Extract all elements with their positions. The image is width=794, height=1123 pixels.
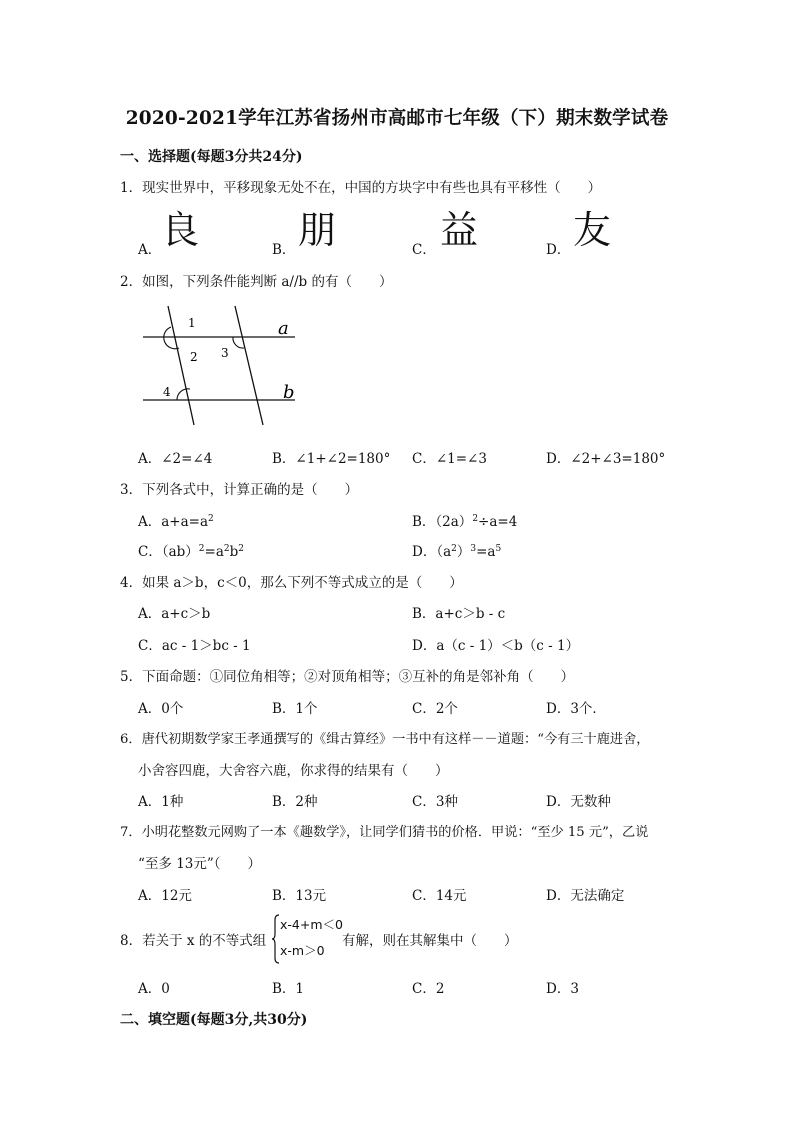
q8-option-a: A．0 (138, 981, 170, 997)
q5-option-d: D．3个． (546, 701, 606, 717)
question-6-stem-line2: 小舍容四鹿，大舍容六鹿，你求得的结果有（ ） (138, 763, 449, 779)
parallel-lines-figure (140, 300, 305, 430)
q1-option-c-char: 益 (440, 208, 479, 252)
angle-4-label: 4 (163, 385, 171, 399)
section-fill-heading: 二、填空题(每题3分,共30分) (120, 1012, 308, 1028)
q5-option-c: C．2个 (412, 701, 458, 717)
question-8-stem-pre: 8．若关于 x 的不等式组 (120, 933, 267, 949)
q4-option-a: A．a+c＞b (138, 606, 211, 622)
q5-option-a: A．0个 (138, 701, 184, 717)
angle-1-label: 1 (188, 316, 196, 330)
q7-option-c: C．14元 (412, 888, 467, 904)
q7-option-b: B．13元 (272, 888, 327, 904)
q2-option-d: D．∠2+∠3=180° (546, 451, 666, 467)
brace-icon (272, 914, 280, 964)
question-4-stem: 4．如果 a＞b，c＜0，那么下列不等式成立的是（ ） (120, 575, 463, 591)
line-b-label: b (283, 382, 295, 403)
q4-option-d: D．a（c - 1）＜b（c - 1） (412, 638, 580, 654)
page-title: 2020-2021学年江苏省扬州市高邮市七年级（下）期末数学试卷 (125, 108, 669, 129)
q6-option-d: D．无数种 (546, 794, 611, 810)
q1-option-a-char: 良 (161, 208, 200, 252)
q7-option-d: D．无法确定 (546, 888, 625, 904)
q3-option-b: B．$(2a)^2\div a=4$ (412, 514, 518, 530)
section-choice-heading: 一、选择题(每题3分共24分) (120, 149, 303, 165)
inequality-system (272, 914, 352, 964)
question-3-stem: 3．下列各式中，计算正确的是（ ） (120, 482, 359, 498)
inequality-line-1: x-4+m＜0 (280, 917, 343, 932)
question-6-stem-line1: 6．唐代初期数学家王孝通撰写的《缉古算经》一书中有这样－－道题：“今有三十鹿进舍， (120, 732, 650, 747)
angle-3-label: 3 (221, 346, 229, 360)
q8-option-c: C．2 (412, 981, 445, 997)
question-7-stem-line1: 7．小明花整数元网购了一本《趣数学》，让同学们猜书的价格．甲说：“至少 15 元”，乙说 (120, 825, 649, 840)
q8-option-d: D．3 (546, 981, 579, 997)
q3-option-c: C．$(ab)^2=a^2b^2$ (138, 544, 245, 560)
q4-option-c: C．ac - 1＞bc - 1 (138, 638, 251, 654)
q7-option-a: A．12元 (138, 888, 192, 904)
inequality-line-2: x-m＞0 (280, 943, 325, 958)
question-2-stem: 2．如图，下列条件能判断 a//b 的有（ ） (120, 274, 393, 290)
q1-option-b-label: B． (272, 242, 296, 258)
question-5-stem: 5．下面命题：①同位角相等；②对顶角相等；③互补的角是邻补角（ ） (120, 669, 575, 685)
q6-option-b: B．2种 (272, 794, 318, 810)
q5-option-b: B．1个 (272, 701, 318, 717)
line-a-label: a (278, 318, 289, 339)
q8-option-b: B．1 (272, 981, 305, 997)
q1-option-d-char: 友 (573, 208, 612, 252)
q6-option-a: A．1种 (138, 794, 184, 810)
question-8-stem-post: 有解，则在其解集中（ ） (342, 933, 518, 949)
q1-option-d-label: D． (546, 242, 571, 258)
q3-option-d: D．$(a^2)^3=a^5$ (412, 544, 502, 560)
transversal-right (235, 306, 263, 425)
question-1-stem: 1．现实世界中，平移现象无处不在，中国的方块字中有些也具有平移性（ ） (120, 180, 602, 196)
question-7-stem-line2: “至多 13元”（ ） (138, 856, 262, 872)
q1-option-c-label: C． (412, 242, 436, 258)
q1-option-a-label: A． (138, 242, 162, 258)
q2-option-c: C．∠1=∠3 (412, 451, 487, 467)
q4-option-b: B．a+c＞b - c (412, 606, 506, 622)
q1-option-b-char: 朋 (298, 208, 337, 252)
angle-2-label: 2 (190, 350, 198, 364)
q2-option-b: B．∠1+∠2=180° (272, 451, 391, 467)
q3-option-a: A．$a+a=a^2$ (138, 514, 214, 530)
q2-option-a: A．∠2=∠4 (138, 451, 213, 467)
q6-option-c: C．3种 (412, 794, 458, 810)
